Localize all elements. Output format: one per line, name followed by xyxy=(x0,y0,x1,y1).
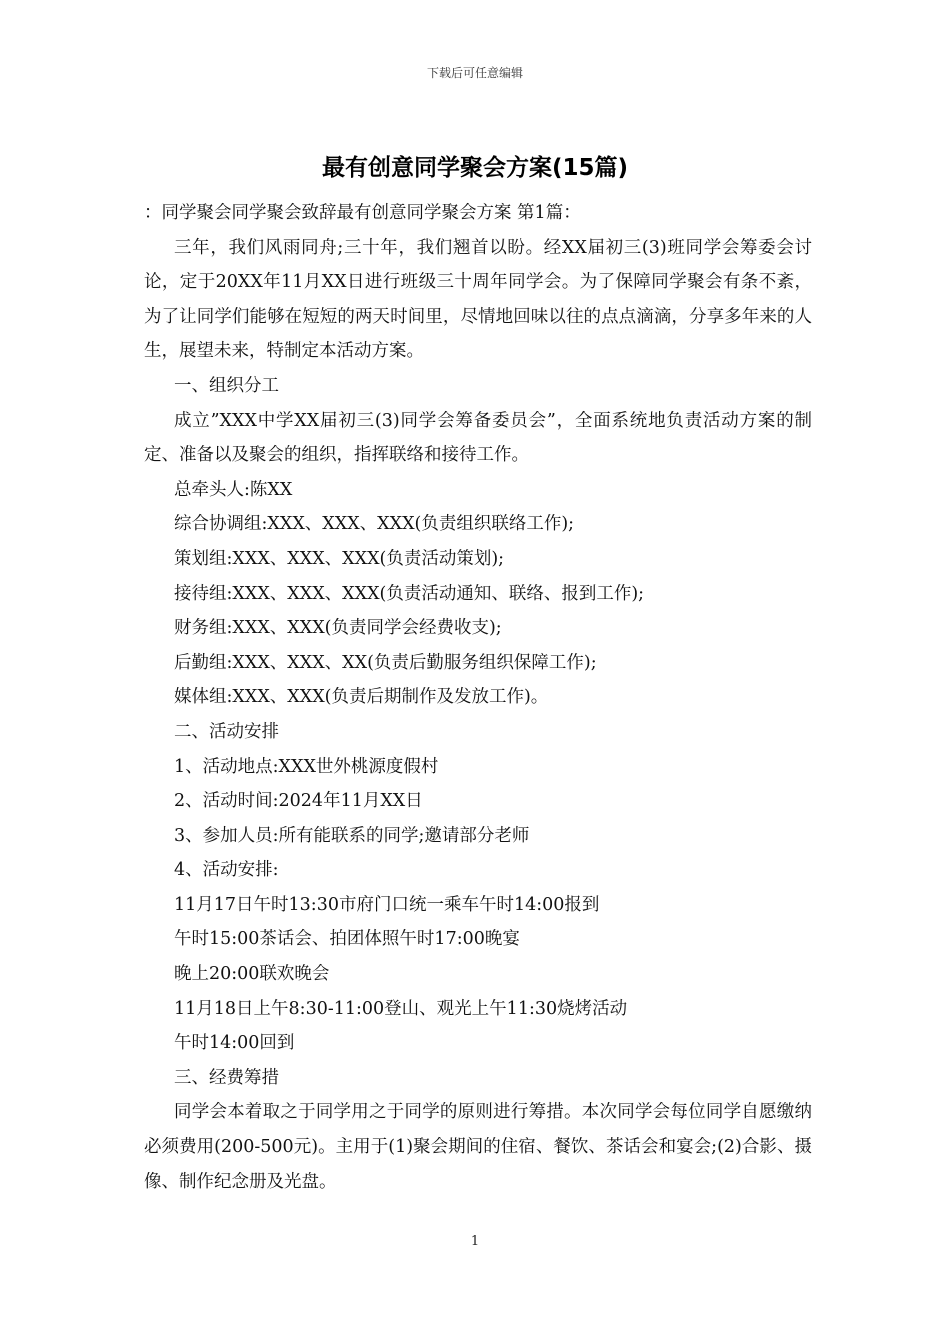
section-heading: 一、组织分工 xyxy=(174,375,279,396)
schedule-item: 午时15:00茶话会、拍团体照午时17:00晚宴 xyxy=(174,929,520,950)
body-paragraph: 成立”XXX中学XX届初三(3)同学会筹备委员会”，全面系统地负责活动方案的制定、准备以及聚会的组织，指挥联络和接待工作。 xyxy=(144,410,812,466)
document-title: 最有创意同学聚会方案(15篇) xyxy=(321,155,629,181)
body-paragraph: 三年，我们风雨同舟;三十年，我们翘首以盼。经XX届初三(3)班同学会筹委会讨论，定于20XX年11月XX日进行班级三十周年同学会。为了保障同学聚会有条不紊，为了让同学们能够在短短的两天时间里，尽情地回味以往的点点滴滴，分享多年来的人生，展望未来，特制定本活动方案。 xyxy=(144,237,812,362)
list-item: 策划组:XXX、XXX、XXX(负责活动策划); xyxy=(174,548,505,569)
schedule-item: 午时14:00回到 xyxy=(174,1033,295,1054)
intro-line: ：同学聚会同学聚会致辞最有创意同学聚会方案 第1篇： xyxy=(144,203,581,223)
list-item: 2、活动时间:2024年11月XX日 xyxy=(174,791,423,812)
body-paragraph: 同学会本着取之于同学用之于同学的原则进行筹措。本次同学会每位同学自愿缴纳必须费用(200-500元)。主用于(1)聚会期间的住宿、餐饮、茶话会和宴会;(2)合影、摄像、制作纪念册及光盘。 xyxy=(144,1102,812,1192)
schedule-item: 11月17日午时13:30市府门口统一乘车午时14:00报到 xyxy=(174,894,600,915)
section-heading: 三、经费筹措 xyxy=(174,1067,279,1088)
list-item: 财务组:XXX、XXX(负责同学会经费收支); xyxy=(174,618,502,639)
header-note: 下载后可任意编辑 xyxy=(426,66,523,80)
list-item: 接待组:XXX、XXX、XXX(负责活动通知、联络、报到工作); xyxy=(174,583,645,604)
list-item: 媒体组:XXX、XXX(负责后期制作及发放工作)。 xyxy=(174,687,549,708)
list-item: 后勤组:XXX、XXX、XX(负责后勤服务组织保障工作); xyxy=(174,652,597,673)
list-item: 4、活动安排: xyxy=(174,860,279,881)
schedule-item: 11月18日上午8:30-11:00登山、观光上午11:30烧烤活动 xyxy=(174,998,628,1019)
list-item: 综合协调组:XXX、XXX、XXX(负责组织联络工作); xyxy=(174,514,575,535)
document-body xyxy=(144,196,812,1199)
schedule-item: 晚上20:00联欢晚会 xyxy=(174,964,330,985)
list-item: 总牵头人:陈XX xyxy=(174,479,293,500)
page-number: 1 xyxy=(470,1234,480,1249)
list-item: 1、活动地点:XXX世外桃源度假村 xyxy=(174,756,439,777)
section-heading: 二、活动安排 xyxy=(174,721,279,742)
list-item: 3、参加人员:所有能联系的同学;邀请部分老师 xyxy=(174,825,530,846)
